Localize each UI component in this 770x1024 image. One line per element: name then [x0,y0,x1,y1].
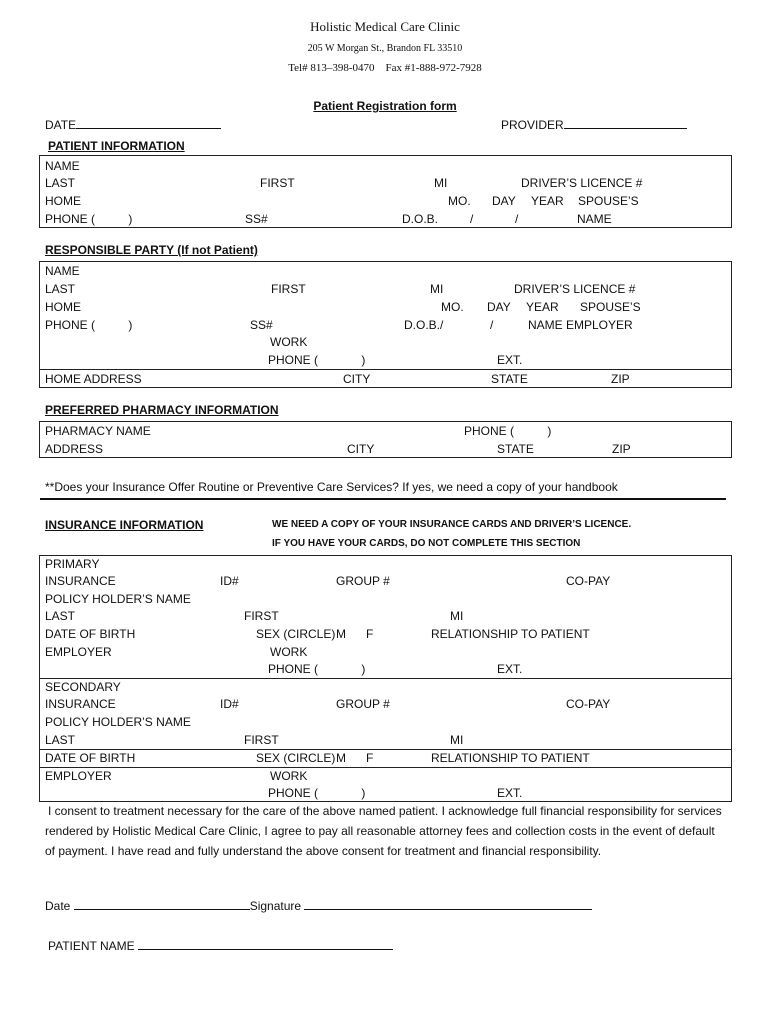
sec-employer-divider [39,767,732,768]
patient-name-label: PATIENT NAME [48,939,135,953]
rp-state: STATE [491,372,528,386]
signature-label: Signature [249,899,302,913]
pi-spouse-name: NAME [577,212,612,226]
sec-employer: EMPLOYER [45,769,112,783]
signature-blank[interactable] [304,909,592,910]
provider-field[interactable] [501,118,687,132]
prim-sex: SEX (CIRCLE) [256,627,336,641]
prim-dob: DATE OF BIRTH [45,627,136,641]
ph-state: STATE [497,442,534,456]
rp-first: FIRST [271,282,306,296]
patient-info-box[interactable] [39,155,732,228]
rp-ss: SS# [250,318,273,332]
sig-date-field[interactable] [45,899,592,913]
pi-dob-slash2: / [515,212,519,226]
prim-last: LAST [45,609,76,623]
sec-sex-f[interactable]: F [366,751,374,765]
insurance-handbook-note: **Does your Insurance Offer Routine or Preventive Care Services? If yes, we need a copy of your handbook [45,480,618,494]
rp-mo: MO. [441,300,464,314]
rp-dob: D.O.B./ [404,318,444,332]
rp-year: YEAR [526,300,559,314]
sec-label2: INSURANCE [45,697,116,711]
rp-zip: ZIP [611,372,630,386]
prim-label2: INSURANCE [45,574,116,588]
sec-group: GROUP # [336,697,390,711]
sec-label1: SECONDARY [45,680,121,694]
pi-mi: MI [434,176,448,190]
pi-last: LAST [45,176,76,190]
rp-phone: PHONE ( ) [45,318,133,332]
pi-dob: D.O.B. [402,212,439,226]
pi-name: NAME [45,159,80,173]
rp-home-address: HOME ADDRESS [45,372,142,386]
sec-ext: EXT. [497,786,523,800]
sec-relationship: RELATIONSHIP TO PATIENT [431,751,590,765]
rp-name: NAME [45,264,80,278]
sig-date-label: Date [45,899,71,913]
sec-dob: DATE OF BIRTH [45,751,136,765]
patient-name-blank[interactable] [138,949,393,950]
rp-home: HOME [45,300,81,314]
clinic-name: Holistic Medical Care Clinic [310,19,460,34]
rp-last: LAST [45,282,76,296]
pharmacy-heading: PREFERRED PHARMACY INFORMATION [45,403,279,417]
rp-city: CITY [343,372,371,386]
prim-group: GROUP # [336,574,390,588]
pi-year: YEAR [531,194,564,208]
insurance-heading: INSURANCE INFORMATION [45,518,204,532]
prim-work: WORK [270,645,308,659]
ph-city: CITY [347,442,375,456]
prim-policy-holder: POLICY HOLDER’S NAME [45,592,191,606]
pi-drivers-licence: DRIVER’S LICENCE # [521,176,643,190]
insurance-notice-line2: IF YOU HAVE YOUR CARDS, DO NOT COMPLETE THIS SECTION [272,538,581,549]
clinic-address: 205 W Morgan St., Brandon FL 33510 [307,43,463,54]
rp-drivers-licence: DRIVER’S LICENCE # [514,282,636,296]
provider-label: PROVIDER [501,118,564,132]
consent-text: I consent to treatment necessary for the care of the above named patient. I acknowledge full financial responsibility for services rendered by Holistic Medical Care Clinic, I agree to pay all reasonable attorney fees and collection costs in the event of default of payment. I have read and fully understand the above consent for treatment and financial responsibility. [45,804,722,858]
pi-spouses: SPOUSE’S [578,194,639,208]
sec-id: ID# [220,697,239,711]
responsible-party-heading: RESPONSIBLE PARTY (If not Patient) [45,243,258,257]
rp-day: DAY [487,300,511,314]
date-blank[interactable] [76,128,221,129]
patient-info-heading: PATIENT INFORMATION [48,139,185,153]
prim-relationship: RELATIONSHIP TO PATIENT [431,627,590,641]
clinic-contact: Tel# 813–398-0470 Fax #1-888-972-7928 [288,62,482,74]
pi-first: FIRST [260,176,295,190]
ph-name: PHARMACY NAME [45,424,151,438]
form-title: Patient Registration form [313,99,457,113]
section-divider [40,498,726,500]
rp-mi: MI [430,282,444,296]
rp-ext: EXT. [497,353,523,367]
sec-policy-holder: POLICY HOLDER’S NAME [45,715,191,729]
prim-employer: EMPLOYER [45,645,112,659]
prim-mi: MI [450,609,464,623]
rp-name-employer: NAME EMPLOYER [528,318,633,332]
prim-phone: PHONE ( ) [268,662,366,676]
rp-dob-slash: / [490,318,494,332]
pi-home: HOME [45,194,81,208]
prim-first: FIRST [244,609,279,623]
date-field[interactable] [45,118,221,132]
rp-divider [39,369,732,370]
date-label: DATE [45,118,77,132]
sec-copay: CO-PAY [566,697,611,711]
sec-sex: SEX (CIRCLE) [256,751,336,765]
insurance-divider [39,678,732,679]
insurance-notice-line1: WE NEED A COPY OF YOUR INSURANCE CARDS AND DRIVER’S LICENCE. [272,519,632,530]
prim-copay: CO-PAY [566,574,611,588]
prim-id: ID# [220,574,239,588]
rp-work: WORK [270,335,308,349]
prim-ext: EXT. [497,662,523,676]
patient-name-field[interactable] [48,939,393,953]
sec-first: FIRST [244,733,279,747]
prim-sex-f[interactable]: F [366,627,374,641]
pi-mo: MO. [448,194,471,208]
sec-dob-divider [39,749,732,750]
pi-ss: SS# [245,212,268,226]
sec-mi: MI [450,733,464,747]
sec-sex-m[interactable]: M [336,751,346,765]
ph-phone: PHONE ( ) [464,424,552,438]
ph-address: ADDRESS [45,442,104,456]
ph-zip: ZIP [612,442,631,456]
rp-work-phone: PHONE ( ) [268,353,366,367]
pi-dob-slash1: / [470,212,474,226]
sig-date-blank[interactable] [74,909,250,910]
provider-blank[interactable] [564,128,687,129]
rp-spouses: SPOUSE’S [580,300,641,314]
prim-sex-m[interactable]: M [336,627,346,641]
pi-phone: PHONE ( ) [45,212,133,226]
sec-phone: PHONE ( ) [268,786,366,800]
prim-label1: PRIMARY [45,557,100,571]
sec-last: LAST [45,733,76,747]
sec-work: WORK [270,769,308,783]
pi-day: DAY [492,194,516,208]
